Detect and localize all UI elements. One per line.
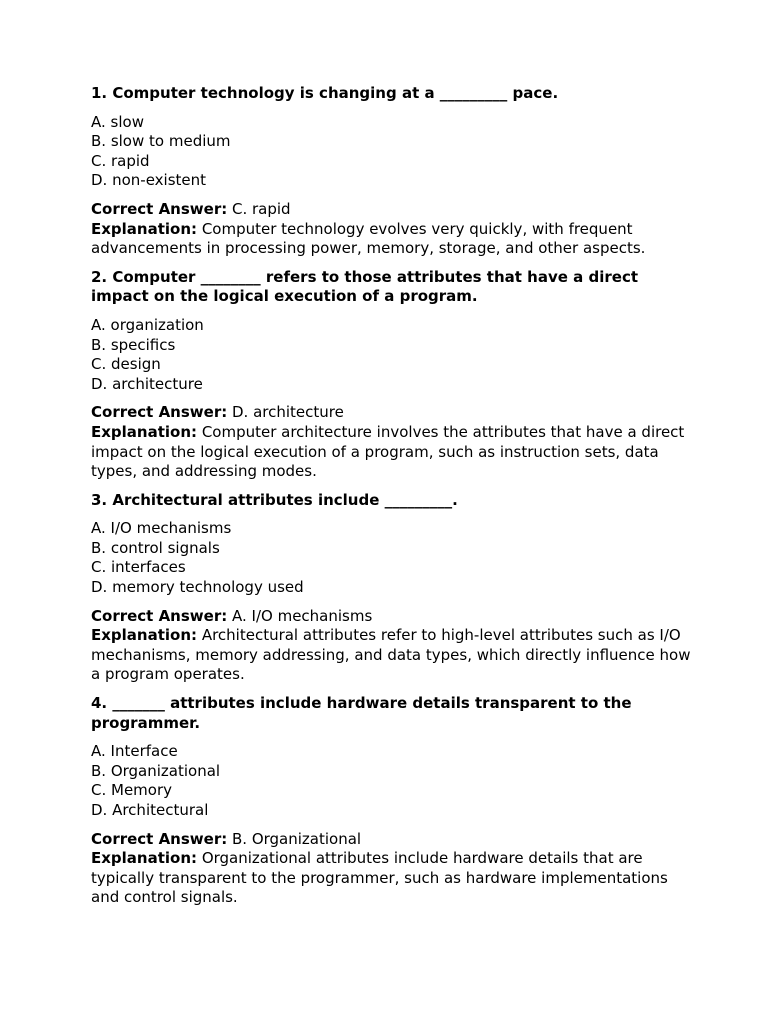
- option-item: D. Architectural: [91, 801, 209, 819]
- correct-answer-value: B. Organizational: [232, 829, 362, 848]
- option-item: B. specifics: [91, 335, 176, 354]
- question-4-options: [91, 742, 691, 820]
- explanation-line: [91, 626, 691, 685]
- option-item: D. memory technology used: [91, 578, 304, 597]
- question-3-answer-block: [91, 607, 691, 685]
- correct-answer-label: Correct Answer:: [91, 606, 228, 625]
- option-item: A. slow: [91, 112, 144, 131]
- correct-answer-line: [91, 830, 691, 850]
- explanation-text: Architectural attributes refer to high-level attributes such as I/O mechanisms, memory addressing, and data types, which directly influence how a program operates.: [91, 626, 691, 684]
- option-item: C. rapid: [91, 151, 150, 170]
- correct-answer-value: D. architecture: [232, 403, 344, 422]
- question-4-answer-block: [91, 830, 691, 908]
- explanation-text: Computer technology evolves very quickly, with frequent advancements in processing power, memory, storage, and other aspects.: [91, 219, 646, 258]
- explanation-label: Explanation:: [91, 422, 198, 441]
- question-4-text: 4. _______ attributes include hardware details transparent to the programmer.: [91, 694, 632, 732]
- option-item: B. slow to medium: [91, 132, 231, 151]
- option-item: D. architecture: [91, 374, 203, 393]
- explanation-line: [91, 220, 691, 259]
- correct-answer-line: [91, 403, 691, 423]
- explanation-label: Explanation:: [91, 626, 198, 645]
- question-2-options: [91, 316, 691, 394]
- option-item: C. Memory: [91, 781, 173, 800]
- correct-answer-label: Correct Answer:: [91, 829, 228, 848]
- question-1-options: [91, 113, 691, 191]
- question-1-answer-block: [91, 200, 691, 259]
- explanation-label: Explanation:: [91, 849, 198, 868]
- explanation-line: [91, 423, 691, 482]
- explanation-line: [91, 849, 691, 908]
- correct-answer-line: [91, 200, 691, 220]
- question-2-answer-block: [91, 403, 691, 481]
- correct-answer-value: A. I/O mechanisms: [232, 606, 373, 625]
- document-page: [91, 84, 691, 917]
- option-item: D. non-existent: [91, 171, 207, 190]
- explanation-text: Computer architecture involves the attributes that have a direct impact on the logical execution of a program, such as instruction sets, data types, and addressing modes.: [91, 422, 685, 481]
- question-1-text: 1. Computer technology is changing at a _________ pace.: [91, 84, 559, 102]
- question-2: [91, 268, 691, 482]
- option-item: C. interfaces: [91, 558, 186, 577]
- correct-answer-value: C. rapid: [232, 199, 291, 218]
- question-1: [91, 84, 691, 259]
- question-3: [91, 491, 691, 685]
- question-3-options: [91, 519, 691, 597]
- option-item: C. design: [91, 355, 161, 374]
- option-item: A. Interface: [91, 742, 178, 761]
- correct-answer-label: Correct Answer:: [91, 403, 228, 422]
- option-item: A. organization: [91, 315, 204, 334]
- question-3-text: 3. Architectural attributes include _________.: [91, 490, 458, 509]
- correct-answer-line: [91, 607, 691, 627]
- option-item: B. Organizational: [91, 761, 221, 780]
- question-4: [91, 694, 691, 908]
- option-item: B. control signals: [91, 538, 220, 557]
- explanation-text: Organizational attributes include hardware details that are typically transparent to the programmer, such as hardware implementations and control signals.: [91, 849, 668, 907]
- option-item: A. I/O mechanisms: [91, 519, 232, 538]
- explanation-label: Explanation:: [91, 219, 198, 238]
- question-2-text: 2. Computer ________ refers to those attributes that have a direct impact on the logical execution of a program.: [91, 267, 639, 306]
- correct-answer-label: Correct Answer:: [91, 199, 228, 218]
